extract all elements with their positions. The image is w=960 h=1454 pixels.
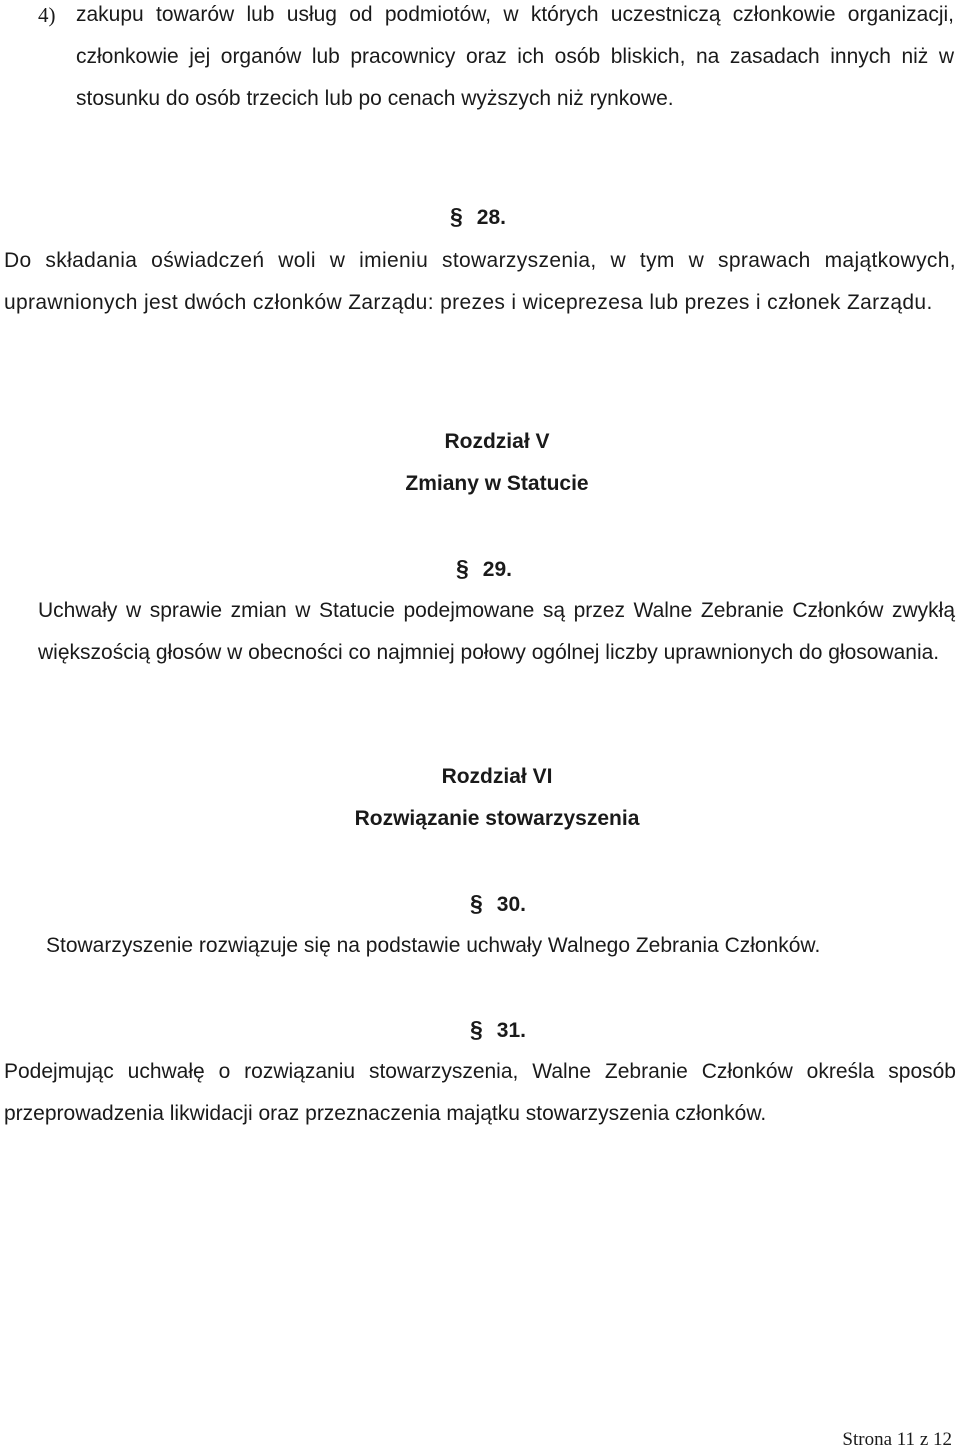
section-sign-icon: §	[456, 555, 469, 581]
footer-prefix: Strona	[842, 1429, 893, 1450]
list-item-text: zakupu towarów lub usług od podmiotów, w których uczestniczą członkowie organizacji, członkowie jej organów lub pracownicy oraz ich osób bliskich, na zasadach innych niż w stosunku do osób trzecich lub po cenach wyższych niż rynkowe.	[76, 3, 954, 110]
section-29-text: Uchwały w sprawie zmian w Statucie podejmowane są przez Walne Zebranie Członków zwykłą większością głosów w obecności co najmniej połowy ogólnej liczby uprawnionych do głosowania.	[38, 599, 955, 664]
page-footer	[842, 1426, 952, 1454]
section-number: 28.	[476, 206, 506, 229]
section-30-heading	[470, 888, 526, 920]
chapter-6-label: Rozdział VI	[441, 765, 553, 788]
section-31-heading	[470, 1014, 526, 1046]
section-sign-icon: §	[470, 890, 483, 916]
chapter-5-label: Rozdział V	[444, 430, 550, 453]
section-sign-icon: §	[470, 1016, 483, 1042]
chapter-5-title: Zmiany w Statucie	[405, 472, 589, 495]
section-sign-icon: §	[450, 203, 463, 229]
section-29-heading	[456, 553, 512, 585]
footer-total-pages: 12	[933, 1429, 952, 1450]
section-number: 31.	[496, 1019, 526, 1042]
section-number: 30.	[496, 893, 526, 916]
section-28-text: Do składania oświadczeń woli w imieniu stowarzyszenia, w tym w sprawach majątkowych, uprawnionych jest dwóch członków Zarządu: prezes i wiceprezesa lub prezes i członek Zarządu.	[4, 249, 956, 314]
footer-current-page: 11	[896, 1429, 916, 1450]
list-item-number: 4)	[38, 3, 56, 27]
section-31-text: Podejmując uchwałę o rozwiązaniu stowarzyszenia, Walne Zebranie Członków określa sposób przeprowadzenia likwidacji oraz przeznaczenia majątku stowarzyszenia członków.	[4, 1060, 956, 1125]
section-number: 29.	[482, 558, 512, 581]
chapter-6-title: Rozwiązanie stowarzyszenia	[354, 807, 640, 830]
section-28-heading	[450, 201, 506, 233]
section-30-text: Stowarzyszenie rozwiązuje się na podstawie uchwały Walnego Zebrania Członków.	[46, 934, 821, 957]
footer-separator: z	[919, 1429, 929, 1450]
